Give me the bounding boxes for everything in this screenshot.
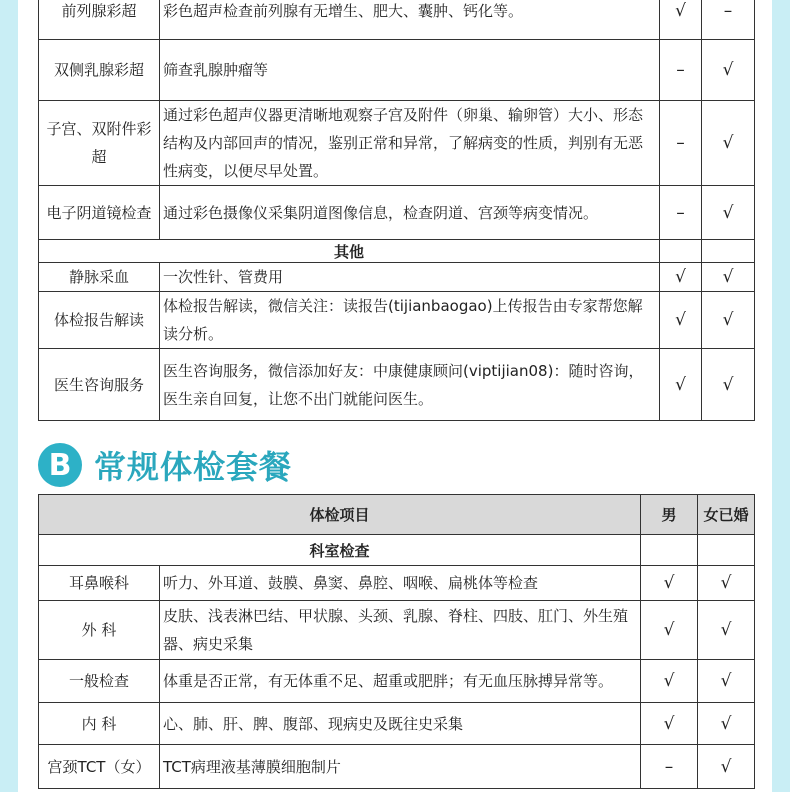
exam-table-continued: [38, 0, 755, 421]
male-mark: –: [660, 186, 702, 240]
table-header-row: [39, 495, 755, 535]
male-mark: –: [660, 101, 702, 186]
table-row: [39, 601, 755, 660]
table-row: [39, 349, 755, 421]
male-mark: √: [660, 292, 702, 349]
item-name: 外 科: [39, 601, 160, 660]
male-mark: √: [641, 660, 698, 703]
item-desc: 心、肺、肝、脾、腹部、现病史及既往史采集: [160, 703, 641, 745]
male-mark: √: [660, 0, 702, 40]
section-title: 其他: [39, 240, 660, 263]
item-desc: 体重是否正常，有无体重不足、超重或肥胖；有无血压脉搏异常等。: [160, 660, 641, 703]
table-row: [39, 660, 755, 703]
female-mark: √: [698, 566, 755, 601]
section-row-dept: [39, 535, 755, 566]
item-desc: 医生咨询服务，微信添加好友：中康健康顾问(viptijian08)：随时咨询，医生亲自回复，让您不出门就能问医生。: [160, 349, 660, 421]
item-name: 电子阴道镜检查: [39, 186, 160, 240]
female-mark: √: [702, 349, 755, 421]
table-row: [39, 186, 755, 240]
item-name: 一般检查: [39, 660, 160, 703]
item-desc: 体检报告解读，微信关注：读报告(tijianbaogao)上传报告由专家帮您解读分析。: [160, 292, 660, 349]
female-mark: –: [702, 0, 755, 40]
header-male: 男: [641, 495, 698, 535]
female-mark: √: [702, 292, 755, 349]
female-mark: √: [698, 745, 755, 789]
male-mark: √: [660, 263, 702, 292]
item-desc: 筛查乳腺肿瘤等: [160, 40, 660, 101]
female-mark: √: [698, 703, 755, 745]
female-mark: √: [702, 101, 755, 186]
item-name: 耳鼻喉科: [39, 566, 160, 601]
section-b-heading: [38, 443, 292, 487]
item-name: 静脉采血: [39, 263, 160, 292]
section-title: 常规体检套餐: [94, 448, 293, 486]
item-name: 内 科: [39, 703, 160, 745]
table-row: [39, 0, 755, 40]
item-name: 双侧乳腺彩超: [39, 40, 160, 101]
item-name: 医生咨询服务: [39, 349, 160, 421]
female-mark: √: [698, 660, 755, 703]
table-row: [39, 292, 755, 349]
table-row: [39, 745, 755, 789]
table-row: [39, 703, 755, 745]
male-mark: –: [660, 40, 702, 101]
section-row-other: [39, 240, 755, 263]
table-row: [39, 566, 755, 601]
female-mark: √: [698, 601, 755, 660]
item-desc: 通过彩色超声仪器更清晰地观察子宫及附件（卵巢、输卵管）大小、形态结构及内部回声的情况，鉴别正常和异常，了解病变的性质，判别有无恶性病变，以便尽早处置。: [160, 101, 660, 186]
male-mark: –: [641, 745, 698, 789]
table-row: [39, 40, 755, 101]
female-mark: √: [702, 263, 755, 292]
item-desc: TCT病理液基薄膜细胞制片: [160, 745, 641, 789]
section-badge: B: [38, 443, 82, 487]
table-row: [39, 263, 755, 292]
male-mark: √: [641, 566, 698, 601]
section-title: 科室检查: [39, 535, 641, 566]
item-desc: 皮肤、浅表淋巴结、甲状腺、头颈、乳腺、脊柱、四肢、肛门、外生殖器、病史采集: [160, 601, 641, 660]
item-desc: 彩色超声检查前列腺有无增生、肥大、囊肿、钙化等。: [160, 0, 660, 40]
header-female: 女已婚: [698, 495, 755, 535]
female-mark: √: [702, 40, 755, 101]
item-name: 前列腺彩超: [39, 0, 160, 40]
table-row: [39, 101, 755, 186]
male-mark: √: [641, 703, 698, 745]
item-name: 体检报告解读: [39, 292, 160, 349]
male-mark: √: [641, 601, 698, 660]
header-item: 体检项目: [39, 495, 641, 535]
item-desc: 听力、外耳道、鼓膜、鼻窦、鼻腔、咽喉、扁桃体等检查: [160, 566, 641, 601]
item-desc: 一次性针、管费用: [160, 263, 660, 292]
female-mark: √: [702, 186, 755, 240]
routine-exam-table: [38, 494, 755, 789]
item-desc: 通过彩色摄像仪采集阴道图像信息，检查阴道、宫颈等病变情况。: [160, 186, 660, 240]
item-name: 宫颈TCT（女）: [39, 745, 160, 789]
male-mark: √: [660, 349, 702, 421]
item-name: 子宫、双附件彩超: [39, 101, 160, 186]
